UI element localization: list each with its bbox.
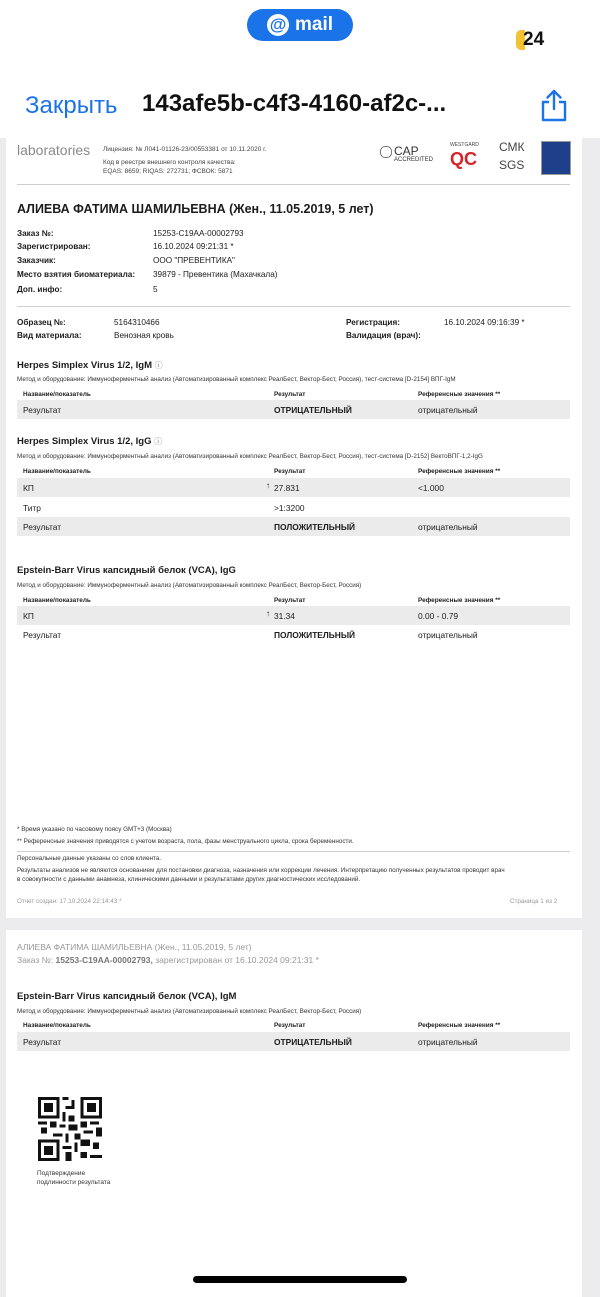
material-label: Вид материала: [17,331,82,340]
row-name: Результат [23,1037,62,1047]
page2-order-line [17,955,319,965]
col-header-name: Название/показатель [23,1022,91,1029]
cap-seal-icon [380,146,392,158]
page-number: Страница 1 из 2 [510,898,558,905]
col-header-name: Название/показатель [23,468,91,475]
close-button[interactable]: Закрыть [25,92,118,119]
sgs-label: SGS [499,158,525,172]
table-row [17,498,570,517]
notification-count: 24 [523,29,545,50]
section-hsv-igg-title [17,436,162,447]
extra-info-value: 5 [153,285,158,294]
row-name: Результат [23,522,62,532]
section-title-text: Herpes Simplex Virus 1/2, IgG [17,436,152,447]
westgard-label: WESTGARD [450,142,479,148]
cap-label: CAP [394,144,419,158]
home-indicator[interactable] [193,1276,407,1283]
row-ref: <1.000 [418,483,444,493]
cmk-sgs-logo [499,140,529,176]
row-result: ПОЛОЖИТЕЛЬНЫЙ [274,630,356,640]
sample-label: Образец №: [17,318,66,327]
footnote-disclaimer-1: Результаты анализов не являются основанием для постановки диагноза, назначения или коррекции лечения. Интерпретацию полученных результатов проводит врач [17,867,505,874]
cap-accredited-label: ACCREDITED [394,157,434,163]
table-row [17,625,570,644]
row-ref: отрицательный [418,630,478,640]
section-hsv-igg-method: Метод и оборудование: Иммуноферментный анализ (Автоматизированный комплекс РеалБест, Вектор-Бест, Россия), тест-система [D-2152] ВектоВПГ-1,2-IgG [17,453,483,460]
section-hsv-igm-method: Метод и оборудование: Иммуноферментный анализ (Автоматизированный комплекс РеалБест, Вектор-Бест, Россия), тест-система [D-2154] ВПГ-IgM [17,376,456,383]
section-ebv-igm-title: Epstein-Barr Virus капсидный белок (VCA), IgM [17,991,237,1002]
cap-accredited-logo [380,144,438,172]
table-row [17,606,570,625]
registration-label: Регистрация: [346,318,400,327]
page2-order-registered: зарегистрирован от 16.10.2024 09:21:31 * [155,955,319,965]
table-row [17,478,570,497]
row-name: Титр [23,503,41,513]
footnote-personal-data: Персональные данные указаны со слов клиента. [17,855,161,862]
license-line-3: EQAS: 8659; RIQAS: 272731; ФСВОК: 5871 [103,168,233,175]
col-header-ref: Референсные значения ** [418,1022,501,1029]
col-header-name: Название/показатель [23,597,91,604]
customer-label: Заказчик: [17,256,56,265]
col-header-result: Результат [274,1022,306,1029]
page2-patient: АЛИЕВА ФАТИМА ШАМИЛЬЕВНА (Жен., 11.05.2019, 5 лет) [17,942,252,952]
up-arrow-icon: ↑ [266,609,270,618]
row-name: КП [23,611,34,621]
registered-label: Зарегистрирован: [17,242,91,251]
footnote-timezone: * Время указано по часовому поясу GMT+3 (Москва) [17,826,172,833]
qr-code-icon[interactable] [38,1097,102,1161]
report-page-1[interactable] [6,138,582,918]
row-ref: отрицательный [418,522,478,532]
row-result: >1:3200 [274,503,305,513]
row-result: ПОЛОЖИТЕЛЬНЫЙ [274,522,356,532]
license-line-2: Код в реестре внешнего контроля качества: [103,159,236,166]
at-icon: @ [267,14,289,36]
collection-place-value: 39879 - Превентика (Махачкала) [153,270,278,279]
lab-logo: laboratories [17,142,91,158]
row-result: 31.34 [274,611,295,621]
section-ebv-igg-title: Epstein-Barr Virus капсидный белок (VCA), IgG [17,565,236,576]
row-name: КП [23,483,34,493]
table-row [17,1032,570,1051]
col-header-ref: Референсные значения ** [418,468,501,475]
customer-value: ООО "ПРЕВЕНТИКА" [153,256,235,265]
extra-info-label: Доп. инфо: [17,285,63,294]
col-header-result: Результат [274,468,306,475]
section-ebv-igg-method: Метод и оборудование: Иммуноферментный анализ (Автоматизированный комплекс РеалБест, Вектор-Бест, Россия) [17,582,362,589]
material-value: Венозная кровь [114,331,174,340]
patient-name: АЛИЕВА ФАТИМА ШАМИЛЬЕВНА (Жен., 11.05.2019, 5 лет) [17,202,374,216]
mail-brand-pill[interactable] [247,9,353,41]
order-value: 15253-C19AA-00002793 [153,229,244,238]
certification-seal-icon [541,141,571,175]
validation-label: Валидация (врач): [346,331,421,340]
col-header-ref: Референсные значения ** [418,597,501,604]
row-result: ОТРИЦАТЕЛЬНЫЙ [274,405,352,415]
col-header-result: Результат [274,597,306,604]
row-name: Результат [23,630,62,640]
section-hsv-igm-title [17,360,163,371]
page2-order-number: 15253-C19AA-00002793, [55,955,153,965]
qr-caption-line-2: подлинности результата [37,1179,111,1186]
collection-place-label: Место взятия биоматериала: [17,270,136,279]
info-icon[interactable]: ⓘ [154,361,163,370]
row-ref: 0.00 - 0.79 [418,611,459,621]
report-created: Отчет создан: 17.10.2024 22:14:43 * [17,898,122,905]
order-divider [17,306,570,307]
section-ebv-igm-method: Метод и оборудование: Иммуноферментный анализ (Автоматизированный комплекс РеалБест, Вектор-Бест, Россия) [17,1008,362,1015]
registration-value: 16.10.2024 09:16:39 * [444,318,525,327]
westgard-qc-logo [450,142,484,170]
col-header-result: Результат [274,391,306,398]
sample-value: 5164310466 [114,318,160,327]
table-row [17,400,570,419]
footnote-divider [17,851,570,852]
report-page-2[interactable] [6,930,582,1297]
cmk-label: СМК [499,140,525,154]
row-result: 27.831 [274,483,300,493]
row-ref: отрицательный [418,1037,478,1047]
share-icon[interactable] [538,88,570,122]
license-line-1: Лицензия: № Л041-01126-23/00553381 от 10.11.2020 г. [103,146,267,153]
up-arrow-icon: ↑ [266,481,270,490]
col-header-name: Название/показатель [23,391,91,398]
header-divider [17,184,570,185]
row-result: ОТРИЦАТЕЛЬНЫЙ [274,1037,352,1047]
row-ref: отрицательный [418,405,478,415]
notification-badge[interactable] [516,30,544,50]
table-row [17,517,570,536]
order-label: Заказ №: [17,229,54,238]
section-title-text: Herpes Simplex Virus 1/2, IgM [17,360,152,371]
brand-label: mail [294,14,334,35]
footnote-reference: ** Референсные значения приводятся с учетом возраста, пола, фазы менструального цикла, срока беременности. [17,838,354,845]
info-icon[interactable]: ⓘ [154,437,163,446]
footnote-disclaimer-2: в совокупности с данными анамнеза, клиническими данными и результатами других диагностических исследований. [17,876,361,883]
registered-value: 16.10.2024 09:21:31 * [153,242,234,251]
col-header-ref: Референсные значения ** [418,391,501,398]
document-title: 143afe5b-c4f3-4160-af2c-... [142,90,447,117]
top-bar [0,0,600,138]
row-name: Результат [23,405,62,415]
qr-caption-line-1: Подтверждение [37,1170,86,1177]
qc-label: QC [450,149,477,169]
page2-order-label: Заказ №: [17,955,54,965]
